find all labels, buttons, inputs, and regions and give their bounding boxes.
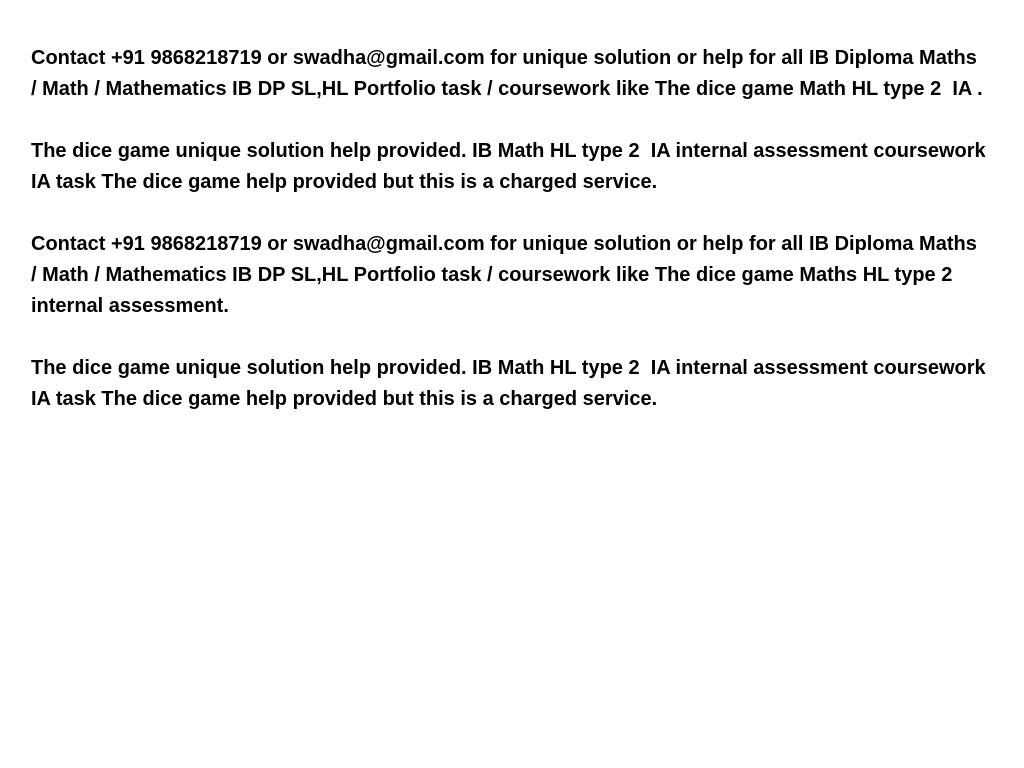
paragraph-contact-2: Contact +91 9868218719 or swadha@gmail.com for unique solution or help for all IB Diploma Maths / Math / Mathematics IB DP SL,HL Portfolio task / coursework like The dice game Maths HL type 2 internal assessment. [31, 233, 988, 317]
paragraph-service-2: The dice game unique solution help provided. IB Math HL type 2 IA internal assessment coursework IA task The dice game help provided but this is a charged service. [31, 357, 992, 410]
paragraph-contact-1: Contact +91 9868218719 or swadha@gmail.com for unique solution or help for all IB Diploma Maths / Math / Mathematics IB DP SL,HL Portfolio task / coursework like The dice game Math HL type 2 IA . [31, 47, 988, 100]
paragraph-service-1: The dice game unique solution help provided. IB Math HL type 2 IA internal assessment coursework IA task The dice game help provided but this is a charged service. [31, 140, 992, 193]
text-body [31, 43, 991, 446]
